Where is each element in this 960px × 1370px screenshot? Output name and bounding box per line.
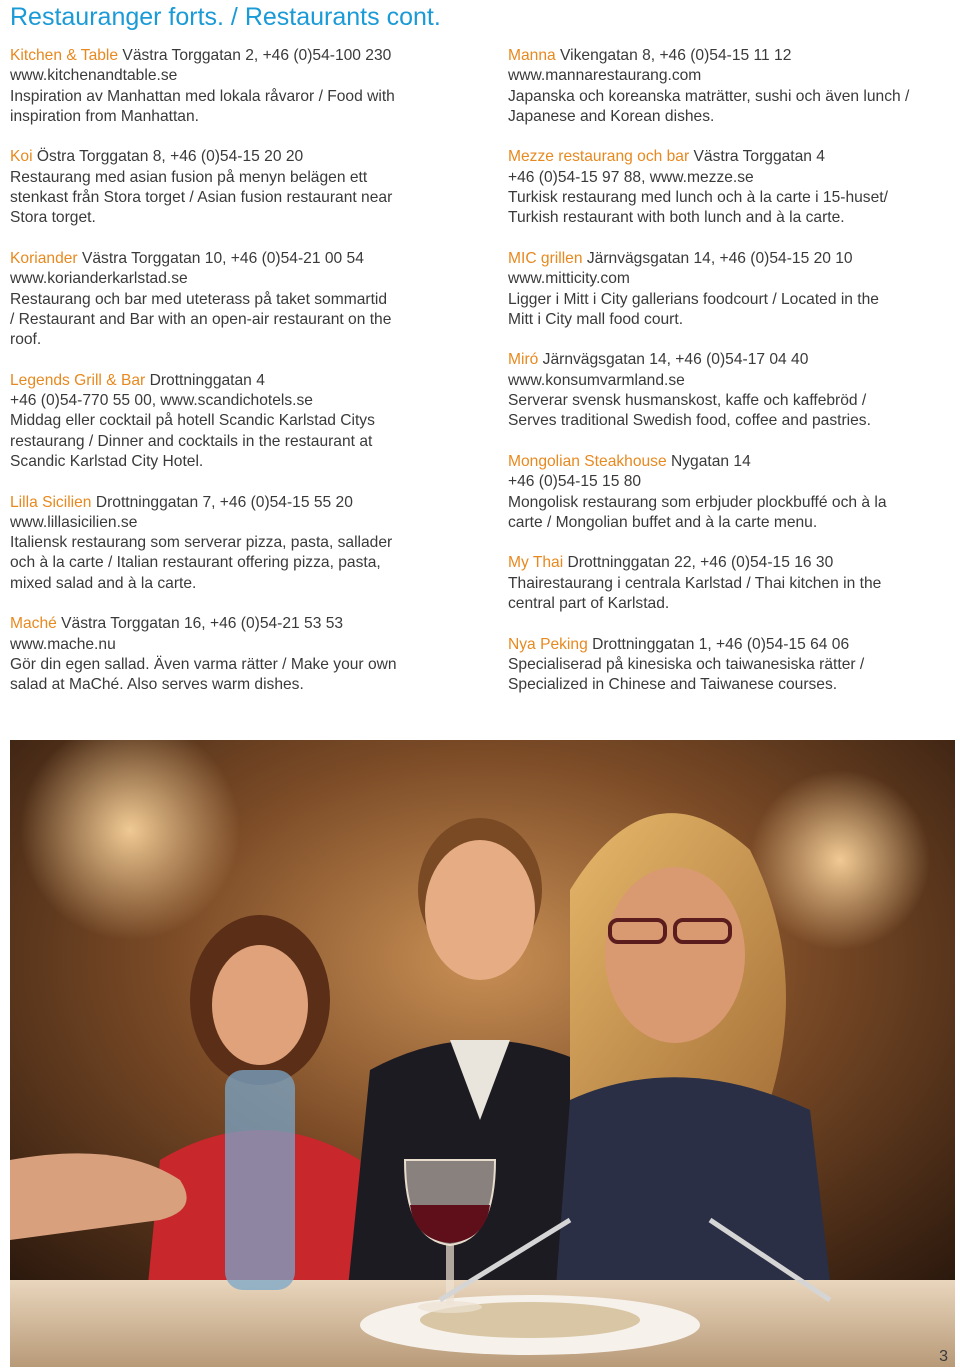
- restaurant-description: Serves traditional Swedish food, coffee and pastries.: [508, 412, 871, 430]
- restaurant-entry: [10, 147, 480, 228]
- restaurant-description: inspiration from Manhattan.: [10, 107, 199, 125]
- restaurant-website: www.lillasicilien.se: [10, 513, 138, 531]
- restaurant-website: www.konsumvarmland.se: [508, 371, 685, 389]
- restaurant-entry: [10, 614, 480, 695]
- restaurant-entry: [10, 46, 480, 127]
- page-number: 3: [939, 1348, 948, 1365]
- restaurant-description: Serverar svensk husmanskost, kaffe och kaffebröd /: [508, 392, 867, 410]
- restaurant-description: Italiensk restaurang som serverar pizza, pasta, sallader: [10, 534, 393, 552]
- restaurant-description: carte / Mongolian buffet and à la carte menu.: [508, 513, 818, 531]
- restaurant-description: Thairestaurang i centrala Karlstad / Thai kitchen in the: [508, 574, 882, 592]
- restaurant-description: Specialized in Chinese and Taiwanese courses.: [508, 676, 838, 694]
- restaurant-entry: [10, 371, 480, 472]
- restaurant-description: salad at MaChé. Also serves warm dishes.: [10, 676, 304, 694]
- restaurant-dining-photo: [10, 740, 955, 1367]
- restaurant-description: / Restaurant and Bar with an open-air restaurant on the: [10, 310, 392, 328]
- restaurant-entry: [508, 350, 960, 431]
- restaurant-description: Scandic Karlstad City Hotel.: [10, 452, 204, 470]
- restaurant-entry: [10, 249, 480, 350]
- restaurant-entry: [508, 635, 960, 696]
- left-column: [10, 46, 480, 716]
- restaurant-description: Ligger i Mitt i City gallerians foodcourt / Located in the: [508, 290, 879, 308]
- restaurant-address: Nygatan 14: [671, 452, 751, 470]
- restaurant-website: www.mache.nu: [10, 635, 116, 653]
- restaurant-description: Inspiration av Manhattan med lokala råvaror / Food with: [10, 87, 395, 105]
- restaurant-name: Manna: [508, 47, 556, 64]
- restaurant-address: Västra Torggatan 16, +46 (0)54-21 53 53: [61, 615, 344, 633]
- restaurant-entry: [508, 553, 960, 614]
- restaurant-description: Stora torget.: [10, 209, 96, 227]
- restaurant-website: www.mannarestaurang.com: [508, 67, 702, 85]
- restaurant-entry: [10, 493, 480, 594]
- restaurant-description: central part of Karlstad.: [508, 595, 670, 613]
- restaurant-contact: +46 (0)54-15 97 88, www.mezze.se: [508, 168, 754, 186]
- restaurant-address: Västra Torggatan 4: [693, 148, 825, 166]
- restaurant-description: Turkisk restaurang med lunch och à la carte i 15-huset/: [508, 189, 888, 207]
- restaurant-address: Järnvägsgatan 14, +46 (0)54-15 20 10: [586, 249, 853, 267]
- restaurant-description: Mongolisk restaurang som erbjuder plockbuffé och à la: [508, 493, 887, 511]
- restaurant-address: Vikengatan 8, +46 (0)54-15 11 12: [560, 47, 792, 64]
- restaurant-contact: +46 (0)54-770 55 00, www.scandichotels.se: [10, 392, 313, 410]
- restaurant-name: Maché: [10, 615, 57, 633]
- restaurant-description: Middag eller cocktail på hotell Scandic Karlstad Citys: [10, 412, 375, 430]
- restaurant-name: Mongolian Steakhouse: [508, 452, 667, 470]
- restaurant-name: Mezze restaurang och bar: [508, 148, 690, 166]
- restaurant-entry: [508, 147, 960, 228]
- restaurant-description: Mitt i City mall food court.: [508, 310, 684, 328]
- restaurant-name: Lilla Sicilien: [10, 493, 92, 511]
- restaurant-description: roof.: [10, 331, 42, 349]
- restaurant-description: restaurang / Dinner and cocktails in the restaurant at: [10, 432, 373, 450]
- right-column: [508, 46, 960, 716]
- restaurant-description: Specialiserad på kinesiska och taiwanesiska rätter /: [508, 655, 865, 673]
- restaurant-name: Koriander: [10, 249, 78, 267]
- restaurant-description: och à la carte / Italian restaurant offering pizza, pasta,: [10, 554, 381, 572]
- restaurant-name: MIC grillen: [508, 249, 583, 267]
- restaurant-description: Japanska och koreanska maträtter, sushi och även lunch /: [508, 87, 910, 105]
- restaurant-address: Järnvägsgatan 14, +46 (0)54-17 04 40: [542, 351, 809, 369]
- restaurant-address: Västra Torggatan 10, +46 (0)54-21 00 54: [81, 249, 364, 267]
- restaurant-website: www.korianderkarlstad.se: [10, 270, 188, 288]
- restaurant-name: Legends Grill & Bar: [10, 371, 146, 389]
- restaurant-contact: +46 (0)54-15 15 80: [508, 473, 642, 491]
- dining-photo-illustration: [10, 740, 955, 1367]
- restaurant-description: Turkish restaurant with both lunch and à la carte.: [508, 209, 845, 227]
- restaurant-website: www.kitchenandtable.se: [10, 67, 178, 85]
- restaurant-website: www.mitticity.com: [508, 270, 630, 288]
- restaurant-address: Drottninggatan 1, +46 (0)54-15 64 06: [592, 635, 850, 653]
- restaurant-entry: [508, 46, 960, 127]
- restaurant-description: Restaurang och bar med uteterass på taket sommartid: [10, 290, 388, 308]
- restaurant-address: Västra Torggatan 2, +46 (0)54-100 230: [122, 47, 392, 64]
- restaurant-name: Nya Peking: [508, 635, 588, 653]
- restaurant-name: My Thai: [508, 554, 564, 572]
- restaurant-name: Kitchen & Table: [10, 47, 119, 64]
- restaurant-entry: [508, 452, 960, 533]
- restaurant-description: Restaurang med asian fusion på menyn belägen ett: [10, 168, 368, 186]
- restaurant-name: Koi: [10, 148, 33, 166]
- restaurant-entry: [508, 249, 960, 330]
- restaurant-description: Gör din egen sallad. Även varma rätter / Make your own: [10, 655, 397, 673]
- restaurant-address: Drottninggatan 22, +46 (0)54-15 16 30: [567, 554, 834, 572]
- restaurant-address: Östra Torggatan 8, +46 (0)54-15 20 20: [36, 148, 304, 166]
- restaurant-address: Drottninggatan 7, +46 (0)54-15 55 20: [95, 493, 353, 511]
- page-title: Restauranger forts. / Restaurants cont.: [10, 3, 441, 31]
- restaurant-description: stenkast från Stora torget / Asian fusion restaurant near: [10, 189, 393, 207]
- restaurant-description: Japanese and Korean dishes.: [508, 107, 715, 125]
- restaurant-name: Miró: [508, 351, 539, 369]
- restaurant-description: mixed salad and à la carte.: [10, 574, 197, 592]
- restaurant-address: Drottninggatan 4: [149, 371, 265, 389]
